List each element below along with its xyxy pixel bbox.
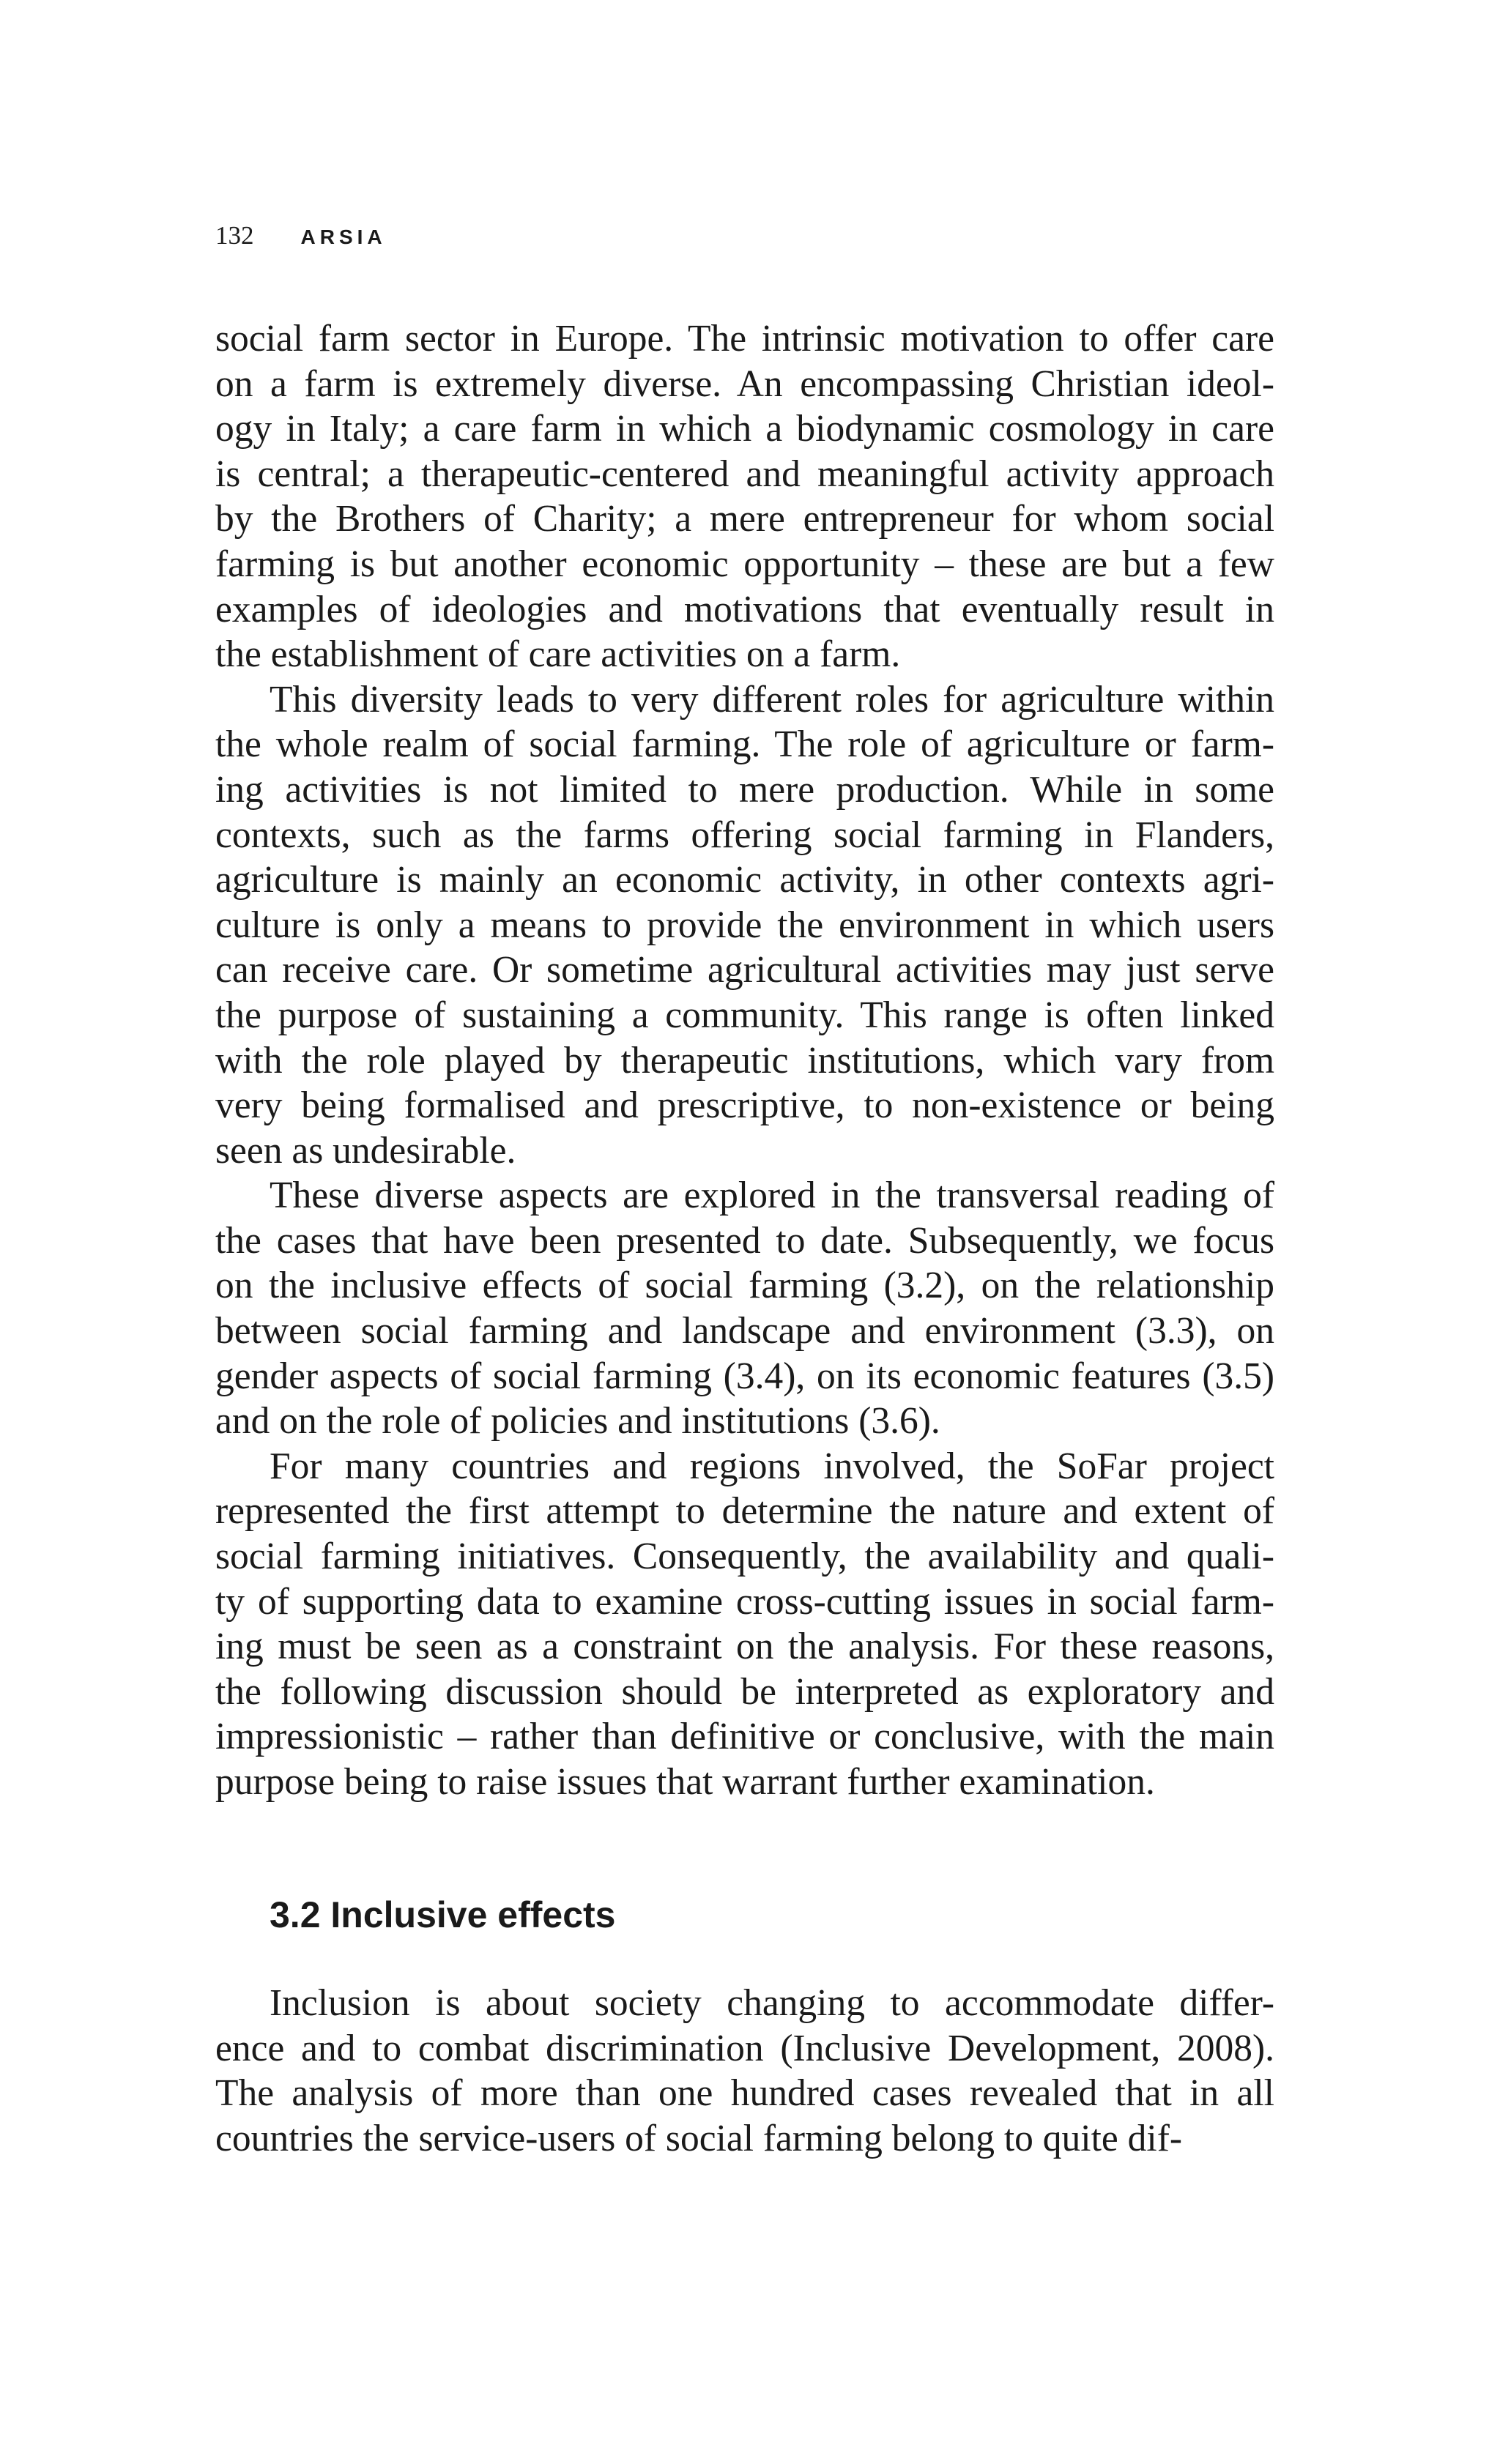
text-line: social farming initiatives. Consequently, the availability and quali- xyxy=(215,1536,1274,1578)
journal-name: ARSIA xyxy=(300,226,387,248)
text-line: For many countries and regions involved, the SoFar project xyxy=(270,1445,1274,1487)
text-line: farming is but another economic opportunity – these are but a few xyxy=(215,543,1274,585)
text-line: the cases that have been presented to date. Subsequently, we focus xyxy=(215,1219,1274,1262)
text-line: Inclusion is about society changing to accommodate differ- xyxy=(270,1982,1274,2024)
text-line: ing must be seen as a constraint on the analysis. For these reasons, xyxy=(215,1626,1274,1668)
text-line: examples of ideologies and motivations that eventually result in xyxy=(215,588,1274,630)
text-line: by the Brothers of Charity; a mere entrepreneur for whom social xyxy=(215,498,1274,540)
text-line: on the inclusive effects of social farming (3.2), on the relationship xyxy=(215,1265,1274,1307)
text-line: ence and to combat discrimination (Inclusive Development, 2008). xyxy=(215,2027,1274,2069)
text-line: This diversity leads to very different roles for agriculture within xyxy=(270,678,1274,721)
text-line: countries the service-users of social farming belong to quite dif- xyxy=(215,2117,1182,2159)
text-line: can receive care. Or sometime agricultural activities may just serve xyxy=(215,949,1274,991)
text-line: is central; a therapeutic-centered and meaningful activity approach xyxy=(215,453,1274,495)
text-line: contexts, such as the farms offering social farming in Flanders, xyxy=(215,814,1274,856)
page-number: 132 xyxy=(215,221,254,250)
body-text-block xyxy=(215,316,1274,1805)
text-line: ogy in Italy; a care farm in which a biodynamic cosmology in care xyxy=(215,408,1274,450)
text-line: The analysis of more than one hundred cases revealed that in all xyxy=(215,2072,1274,2115)
text-line: gender aspects of social farming (3.4), on its economic features (3.5) xyxy=(215,1355,1274,1397)
text-line: on a farm is extremely diverse. An encompassing Christian ideol- xyxy=(215,362,1274,405)
text-line: the purpose of sustaining a community. This range is often linked xyxy=(215,994,1274,1036)
text-line: purpose being to raise issues that warrant further examination. xyxy=(215,1761,1155,1803)
text-line: and on the role of policies and institutions (3.6). xyxy=(215,1400,940,1443)
text-line: ing activities is not limited to mere production. While in some xyxy=(215,768,1274,811)
text-line: the following discussion should be interpreted as exploratory and xyxy=(215,1670,1274,1713)
text-line: These diverse aspects are explored in the transversal reading of xyxy=(270,1175,1274,1217)
text-line: the establishment of care activities on a farm. xyxy=(215,633,901,676)
text-line: social farm sector in Europe. The intrinsic motivation to offer care xyxy=(215,318,1274,360)
paragraph xyxy=(215,316,1274,677)
paragraph xyxy=(215,1981,1274,2161)
paragraph xyxy=(215,677,1274,1174)
paragraph xyxy=(215,1444,1274,1805)
text-line: represented the first attempt to determine the nature and extent of xyxy=(215,1490,1274,1533)
text-line: ty of supporting data to examine cross-cutting issues in social farm- xyxy=(215,1580,1274,1623)
text-line: agriculture is mainly an economic activity, in other contexts agri- xyxy=(215,859,1274,901)
text-line: with the role played by therapeutic institutions, which vary from xyxy=(215,1039,1274,1082)
text-line: impressionistic – rather than definitive or conclusive, with the main xyxy=(215,1716,1274,1758)
body-text-block xyxy=(215,1981,1274,2161)
section-heading: 3.2 Inclusive effects xyxy=(270,1894,616,1935)
text-line: the whole realm of social farming. The role of agriculture or farm- xyxy=(215,723,1274,766)
text-line: culture is only a means to provide the environment in which users xyxy=(215,904,1274,946)
paragraph xyxy=(215,1173,1274,1444)
text-line: seen as undesirable. xyxy=(215,1129,516,1172)
text-line: between social farming and landscape and environment (3.3), on xyxy=(215,1310,1274,1352)
running-head xyxy=(215,221,387,256)
text-line: very being formalised and prescriptive, to non-existence or being xyxy=(215,1084,1274,1127)
